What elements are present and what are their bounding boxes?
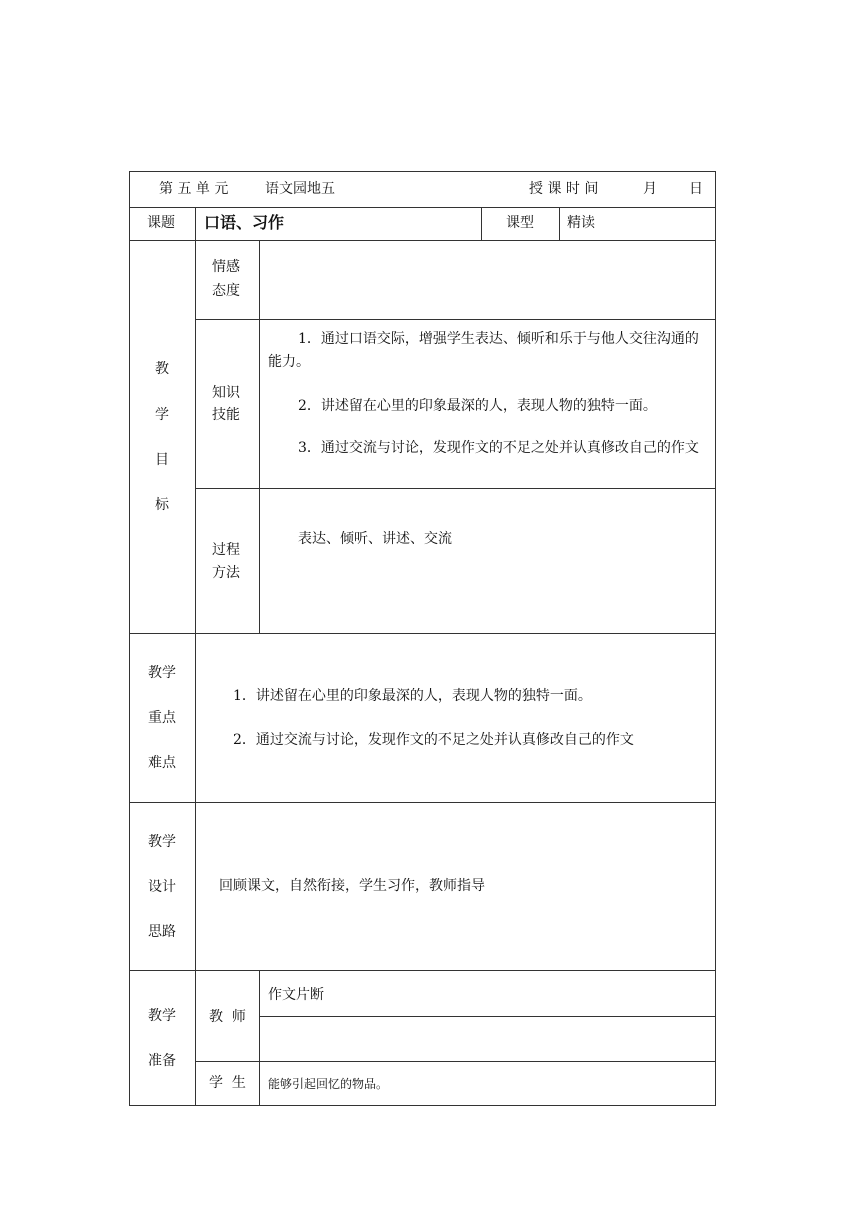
student-label: 学 生	[209, 1075, 246, 1091]
key-point-item: 1．讲述留在心里的印象最深的人，表现人物的独特一面。	[233, 688, 592, 704]
topic-value: 口语、习作	[204, 213, 285, 232]
objectives-label-char: 学	[155, 407, 169, 423]
skills-item: 3．通过交流与讨论，发现作文的不足之处并认真修改自己的作文	[298, 440, 699, 456]
day-label: 日	[689, 181, 703, 197]
month-label: 月	[643, 181, 657, 197]
design-content: 回顾课文，自然衔接，学生习作，教师指导	[219, 878, 485, 894]
skills-label: 知识	[212, 385, 240, 401]
objectives-label-char: 标	[155, 497, 169, 513]
preparation-label: 教学	[148, 1008, 176, 1024]
preparation-label: 准备	[148, 1053, 176, 1069]
type-label: 课型	[506, 215, 534, 231]
type-value: 精读	[567, 215, 595, 231]
student-content: 能够引起回忆的物品。	[268, 1077, 389, 1091]
skills-label: 技能	[212, 407, 240, 423]
process-label: 方法	[212, 565, 240, 581]
emotion-label: 情感	[212, 259, 240, 275]
objectives-label-char: 目	[155, 452, 169, 468]
time-label: 授 课 时 间	[529, 181, 599, 197]
process-label: 过程	[212, 542, 240, 558]
key-points-label: 重点	[148, 710, 176, 726]
skills-item: 1．通过口语交际，增强学生表达、倾听和乐于与他人交往沟通的能力。	[268, 331, 699, 370]
key-point-item: 2．通过交流与讨论，发现作文的不足之处并认真修改自己的作文	[233, 732, 634, 748]
teacher-label: 教 师	[209, 1009, 246, 1025]
topic-label: 课题	[147, 215, 175, 231]
design-label: 教学	[148, 834, 176, 850]
key-points-label: 教学	[148, 665, 176, 681]
emotion-label: 态度	[212, 283, 240, 299]
unit-label: 第 五 单 元	[159, 181, 229, 197]
lesson-title: 语文园地五	[265, 181, 335, 197]
design-label: 思路	[148, 924, 176, 940]
skills-item: 2．讲述留在心里的印象最深的人，表现人物的独特一面。	[298, 398, 657, 414]
objectives-label-char: 教	[155, 361, 169, 377]
process-content: 表达、倾听、讲述、交流	[298, 531, 452, 547]
design-label: 设计	[148, 879, 176, 895]
key-points-label: 难点	[148, 755, 176, 771]
teacher-item: 作文片断	[268, 987, 324, 1003]
